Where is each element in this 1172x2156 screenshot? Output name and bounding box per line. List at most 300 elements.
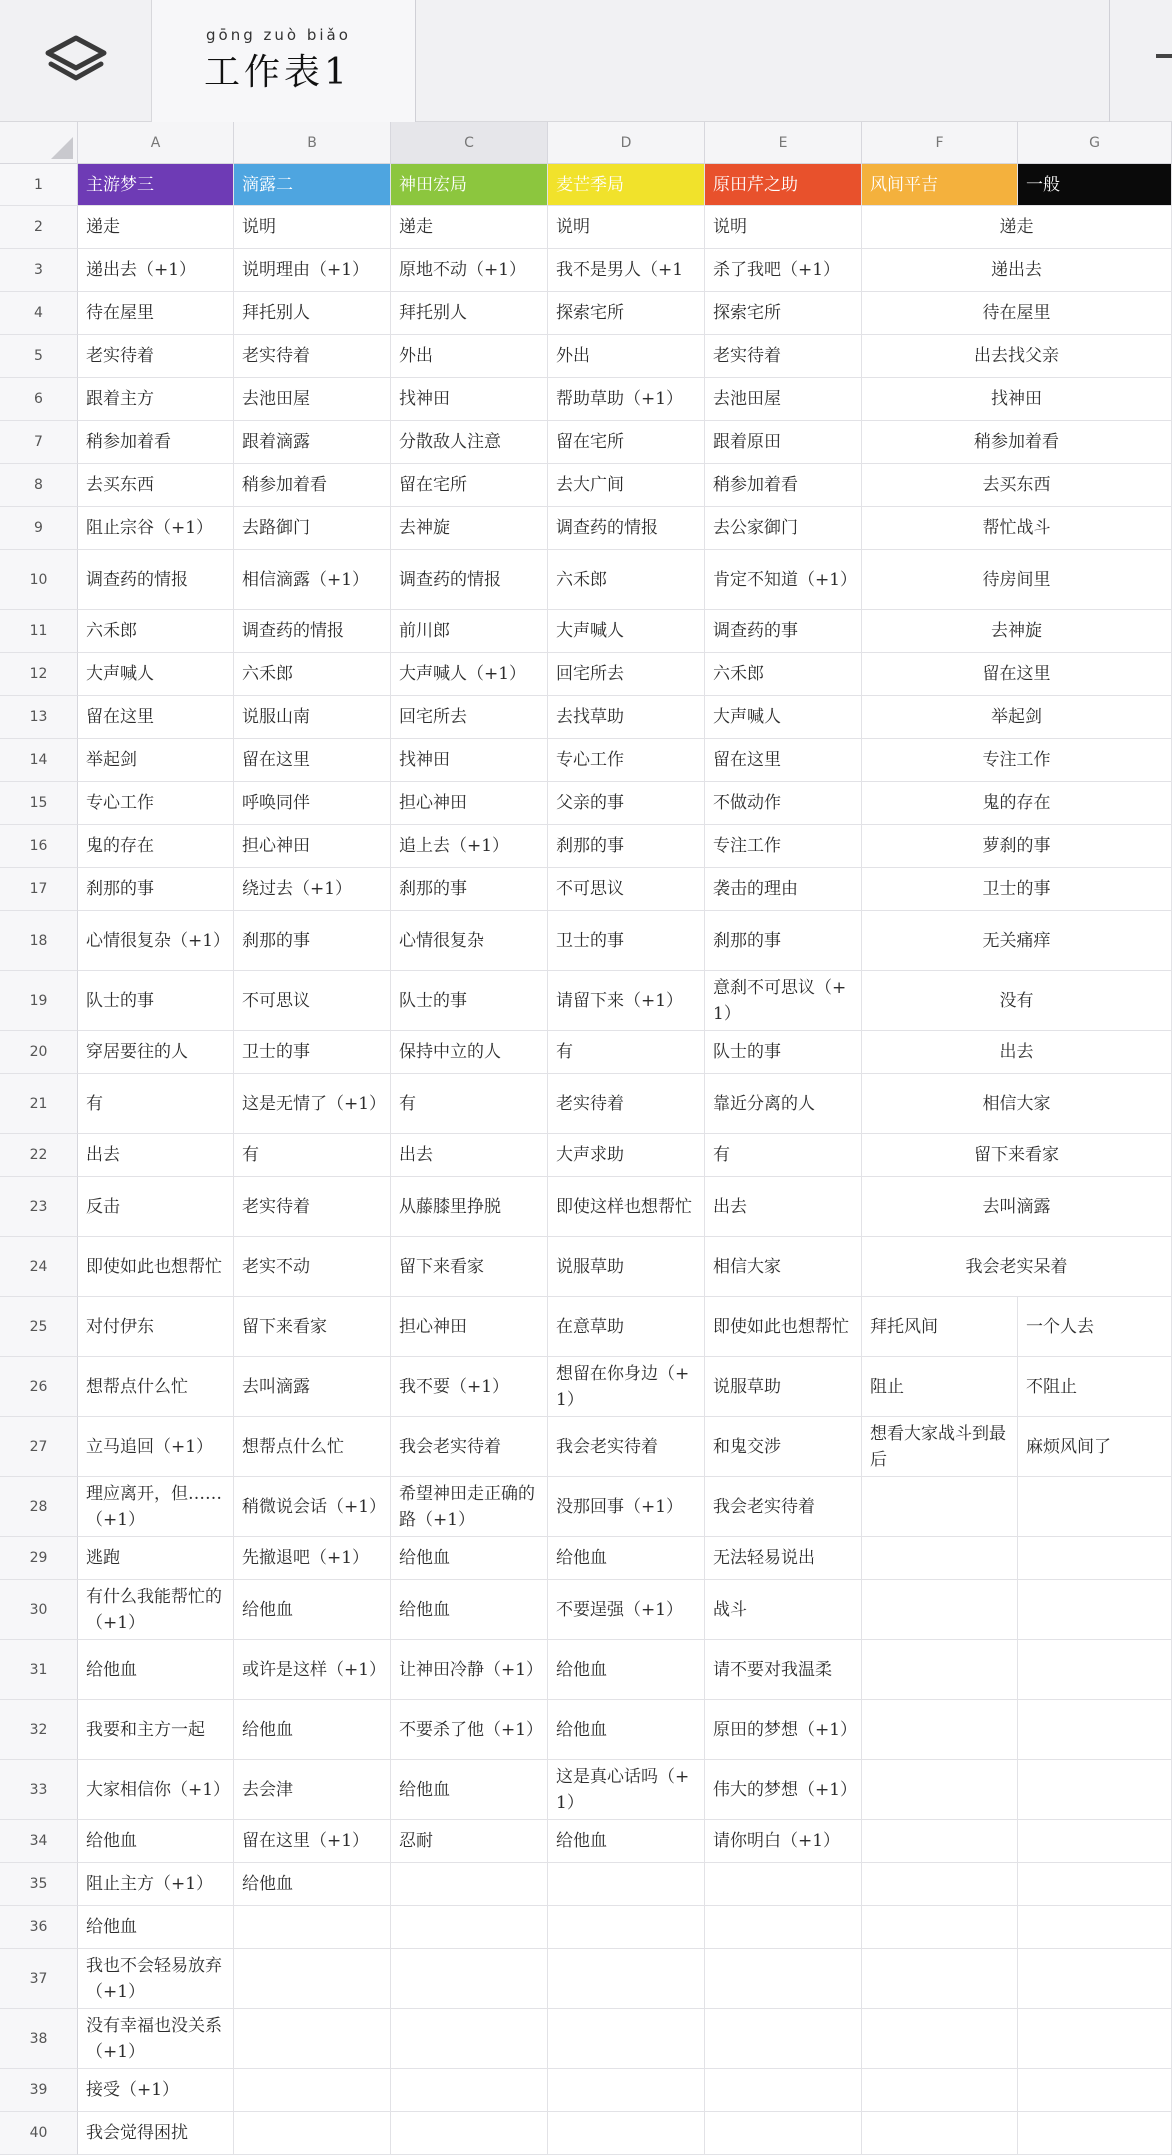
cell-b39[interactable] [234,2069,391,2112]
cell-c31[interactable]: 让神田冷静（+1） [391,1640,548,1700]
cell-d21[interactable]: 老实待着 [548,1074,705,1134]
cell-c40[interactable] [391,2112,548,2155]
cell-d15[interactable]: 父亲的事 [548,782,705,825]
row-header-5[interactable]: 5 [0,335,78,378]
cell-d23[interactable]: 即使这样也想帮忙 [548,1177,705,1237]
cell-a28[interactable]: 理应离开，但……（+1） [78,1477,234,1537]
cell-g37[interactable] [1018,1949,1172,2009]
column-header-d[interactable]: D [548,122,705,164]
cell-d28[interactable]: 没那回事（+1） [548,1477,705,1537]
row-header-37[interactable]: 37 [0,1949,78,2009]
cell-b12[interactable]: 六禾郎 [234,653,391,696]
cell-e29[interactable]: 无法轻易说出 [705,1537,862,1580]
cell-d31[interactable]: 给他血 [548,1640,705,1700]
column-header-f[interactable]: F [862,122,1018,164]
cell-g38[interactable] [1018,2009,1172,2069]
row-header-3[interactable]: 3 [0,249,78,292]
cell-fg-merged-3[interactable]: 递出去 [862,249,1172,292]
header-cell-c[interactable]: 神田宏局 [391,164,548,206]
cell-a21[interactable]: 有 [78,1074,234,1134]
cell-b17[interactable]: 绕过去（+1） [234,868,391,911]
cell-b14[interactable]: 留在这里 [234,739,391,782]
cell-d26[interactable]: 想留在你身边（+1） [548,1357,705,1417]
cell-d12[interactable]: 回宅所去 [548,653,705,696]
header-cell-d[interactable]: 麦芒季局 [548,164,705,206]
cell-d10[interactable]: 六禾郎 [548,550,705,610]
cell-b27[interactable]: 想帮点什么忙 [234,1417,391,1477]
cell-b13[interactable]: 说服山南 [234,696,391,739]
cell-e35[interactable] [705,1863,862,1906]
cell-c18[interactable]: 心情很复杂 [391,911,548,971]
row-header-24[interactable]: 24 [0,1237,78,1297]
cell-g30[interactable] [1018,1580,1172,1640]
row-header-1[interactable]: 1 [0,164,78,206]
cell-f26[interactable]: 阻止 [862,1357,1018,1417]
cell-fg-merged-12[interactable]: 留在这里 [862,653,1172,696]
cell-e5[interactable]: 老实待着 [705,335,862,378]
cell-b35[interactable]: 给他血 [234,1863,391,1906]
row-header-7[interactable]: 7 [0,421,78,464]
cell-d32[interactable]: 给他血 [548,1700,705,1760]
cell-c33[interactable]: 给他血 [391,1760,548,1820]
header-cell-a[interactable]: 主游梦三 [78,164,234,206]
cell-d27[interactable]: 我会老实待着 [548,1417,705,1477]
row-header-2[interactable]: 2 [0,206,78,249]
cell-a2[interactable]: 递走 [78,206,234,249]
cell-c19[interactable]: 队士的事 [391,971,548,1031]
cell-g25[interactable]: 一个人去 [1018,1297,1172,1357]
cell-d17[interactable]: 不可思议 [548,868,705,911]
sheet-tab-active[interactable] [152,0,416,122]
cell-e31[interactable]: 请不要对我温柔 [705,1640,862,1700]
cell-a5[interactable]: 老实待着 [78,335,234,378]
cell-c38[interactable] [391,2009,548,2069]
cell-f34[interactable] [862,1820,1018,1863]
row-header-14[interactable]: 14 [0,739,78,782]
cell-b16[interactable]: 担心神田 [234,825,391,868]
cell-e8[interactable]: 稍参加着看 [705,464,862,507]
cell-g39[interactable] [1018,2069,1172,2112]
cell-a19[interactable]: 队士的事 [78,971,234,1031]
cell-a37[interactable]: 我也不会轻易放弃（+1） [78,1949,234,2009]
row-header-6[interactable]: 6 [0,378,78,421]
cell-fg-merged-18[interactable]: 无关痛痒 [862,911,1172,971]
cell-b37[interactable] [234,1949,391,2009]
cell-d3[interactable]: 我不是男人（+1 [548,249,705,292]
cell-b6[interactable]: 去池田屋 [234,378,391,421]
row-header-12[interactable]: 12 [0,653,78,696]
cell-b26[interactable]: 去叫滴露 [234,1357,391,1417]
cell-fg-merged-10[interactable]: 待房间里 [862,550,1172,610]
row-header-8[interactable]: 8 [0,464,78,507]
cell-a25[interactable]: 对付伊东 [78,1297,234,1357]
cell-g36[interactable] [1018,1906,1172,1949]
cell-e38[interactable] [705,2009,862,2069]
cell-c22[interactable]: 出去 [391,1134,548,1177]
cell-b15[interactable]: 呼唤同伴 [234,782,391,825]
cell-c36[interactable] [391,1906,548,1949]
cell-c6[interactable]: 找神田 [391,378,548,421]
minus-icon[interactable] [1156,54,1172,58]
cell-a14[interactable]: 举起剑 [78,739,234,782]
cell-a15[interactable]: 专心工作 [78,782,234,825]
cell-c21[interactable]: 有 [391,1074,548,1134]
cell-a40[interactable]: 我会觉得困扰 [78,2112,234,2155]
cell-e22[interactable]: 有 [705,1134,862,1177]
cell-d25[interactable]: 在意草助 [548,1297,705,1357]
row-header-40[interactable]: 40 [0,2112,78,2155]
column-header-a[interactable]: A [78,122,234,164]
cell-c8[interactable]: 留在宅所 [391,464,548,507]
cell-g31[interactable] [1018,1640,1172,1700]
cell-c35[interactable] [391,1863,548,1906]
cell-a17[interactable]: 刹那的事 [78,868,234,911]
cell-e33[interactable]: 伟大的梦想（+1） [705,1760,862,1820]
cell-e17[interactable]: 袭击的理由 [705,868,862,911]
cell-c13[interactable]: 回宅所去 [391,696,548,739]
cell-a27[interactable]: 立马追回（+1） [78,1417,234,1477]
row-header-39[interactable]: 39 [0,2069,78,2112]
row-header-15[interactable]: 15 [0,782,78,825]
cell-c17[interactable]: 刹那的事 [391,868,548,911]
cell-f25[interactable]: 拜托风间 [862,1297,1018,1357]
cell-fg-merged-8[interactable]: 去买东西 [862,464,1172,507]
cell-d7[interactable]: 留在宅所 [548,421,705,464]
cell-g26[interactable]: 不阻止 [1018,1357,1172,1417]
cell-c26[interactable]: 我不要（+1） [391,1357,548,1417]
cell-d34[interactable]: 给他血 [548,1820,705,1863]
cell-f36[interactable] [862,1906,1018,1949]
cell-e2[interactable]: 说明 [705,206,862,249]
cell-d18[interactable]: 卫士的事 [548,911,705,971]
cell-a26[interactable]: 想帮点什么忙 [78,1357,234,1417]
cell-d24[interactable]: 说服草助 [548,1237,705,1297]
column-header-e[interactable]: E [705,122,862,164]
cell-a22[interactable]: 出去 [78,1134,234,1177]
cell-e34[interactable]: 请你明白（+1） [705,1820,862,1863]
cell-g33[interactable] [1018,1760,1172,1820]
cell-f33[interactable] [862,1760,1018,1820]
cell-c27[interactable]: 我会老实待着 [391,1417,548,1477]
cell-d38[interactable] [548,2009,705,2069]
row-header-34[interactable]: 34 [0,1820,78,1863]
cell-c30[interactable]: 给他血 [391,1580,548,1640]
row-header-25[interactable]: 25 [0,1297,78,1357]
cell-fg-merged-2[interactable]: 递走 [862,206,1172,249]
row-header-23[interactable]: 23 [0,1177,78,1237]
cell-d16[interactable]: 刹那的事 [548,825,705,868]
cell-a4[interactable]: 待在屋里 [78,292,234,335]
cell-a32[interactable]: 我要和主方一起 [78,1700,234,1760]
cell-d11[interactable]: 大声喊人 [548,610,705,653]
cell-e23[interactable]: 出去 [705,1177,862,1237]
cell-c4[interactable]: 拜托别人 [391,292,548,335]
cell-g35[interactable] [1018,1863,1172,1906]
row-header-26[interactable]: 26 [0,1357,78,1417]
cell-fg-merged-24[interactable]: 我会老实呆着 [862,1237,1172,1297]
cell-e14[interactable]: 留在这里 [705,739,862,782]
cell-d36[interactable] [548,1906,705,1949]
cell-c28[interactable]: 希望神田走正确的路（+1） [391,1477,548,1537]
cell-e3[interactable]: 杀了我吧（+1） [705,249,862,292]
row-header-13[interactable]: 13 [0,696,78,739]
cell-a35[interactable]: 阻止主方（+1） [78,1863,234,1906]
cell-b20[interactable]: 卫士的事 [234,1031,391,1074]
row-header-32[interactable]: 32 [0,1700,78,1760]
cell-e11[interactable]: 调查药的事 [705,610,862,653]
column-header-g[interactable]: G [1018,122,1172,164]
cell-f37[interactable] [862,1949,1018,2009]
cell-fg-merged-21[interactable]: 相信大家 [862,1074,1172,1134]
row-header-36[interactable]: 36 [0,1906,78,1949]
cell-b22[interactable]: 有 [234,1134,391,1177]
row-header-35[interactable]: 35 [0,1863,78,1906]
cell-f32[interactable] [862,1700,1018,1760]
cell-g28[interactable] [1018,1477,1172,1537]
cell-fg-merged-7[interactable]: 稍参加着看 [862,421,1172,464]
cell-b40[interactable] [234,2112,391,2155]
cell-a31[interactable]: 给他血 [78,1640,234,1700]
cell-d39[interactable] [548,2069,705,2112]
cell-a20[interactable]: 穿居要往的人 [78,1031,234,1074]
cell-b24[interactable]: 老实不动 [234,1237,391,1297]
cell-b9[interactable]: 去路御门 [234,507,391,550]
cell-b4[interactable]: 拜托别人 [234,292,391,335]
cell-a18[interactable]: 心情很复杂（+1） [78,911,234,971]
cell-a23[interactable]: 反击 [78,1177,234,1237]
cell-e37[interactable] [705,1949,862,2009]
cell-c5[interactable]: 外出 [391,335,548,378]
cell-a33[interactable]: 大家相信你（+1） [78,1760,234,1820]
row-header-31[interactable]: 31 [0,1640,78,1700]
cell-d14[interactable]: 专心工作 [548,739,705,782]
cell-f29[interactable] [862,1537,1018,1580]
cell-d22[interactable]: 大声求助 [548,1134,705,1177]
row-header-30[interactable]: 30 [0,1580,78,1640]
cell-b2[interactable]: 说明 [234,206,391,249]
cell-e20[interactable]: 队士的事 [705,1031,862,1074]
row-header-19[interactable]: 19 [0,971,78,1031]
cell-a11[interactable]: 六禾郎 [78,610,234,653]
cell-d5[interactable]: 外出 [548,335,705,378]
cell-e28[interactable]: 我会老实待着 [705,1477,862,1537]
row-header-10[interactable]: 10 [0,550,78,610]
cell-b5[interactable]: 老实待着 [234,335,391,378]
cell-c23[interactable]: 从藤膝里挣脱 [391,1177,548,1237]
cell-c39[interactable] [391,2069,548,2112]
cell-f27[interactable]: 想看大家战斗到最后 [862,1417,1018,1477]
cell-g27[interactable]: 麻烦风间了 [1018,1417,1172,1477]
cell-b34[interactable]: 留在这里（+1） [234,1820,391,1863]
cell-c12[interactable]: 大声喊人（+1） [391,653,548,696]
cell-e16[interactable]: 专注工作 [705,825,862,868]
row-header-18[interactable]: 18 [0,911,78,971]
cell-c20[interactable]: 保持中立的人 [391,1031,548,1074]
cell-e9[interactable]: 去公家御门 [705,507,862,550]
cell-e10[interactable]: 肯定不知道（+1） [705,550,862,610]
header-cell-g[interactable]: 一般 [1018,164,1172,206]
cell-b38[interactable] [234,2009,391,2069]
column-header-c[interactable]: C [391,122,548,164]
cell-a8[interactable]: 去买东西 [78,464,234,507]
cell-fg-merged-19[interactable]: 没有 [862,971,1172,1031]
cell-d19[interactable]: 请留下来（+1） [548,971,705,1031]
row-header-33[interactable]: 33 [0,1760,78,1820]
cell-e4[interactable]: 探索宅所 [705,292,862,335]
cell-f40[interactable] [862,2112,1018,2155]
cell-fg-merged-5[interactable]: 出去找父亲 [862,335,1172,378]
cell-fg-merged-23[interactable]: 去叫滴露 [862,1177,1172,1237]
row-header-4[interactable]: 4 [0,292,78,335]
cell-e6[interactable]: 去池田屋 [705,378,862,421]
cell-c9[interactable]: 去神旋 [391,507,548,550]
cell-e40[interactable] [705,2112,862,2155]
cell-d6[interactable]: 帮助草助（+1） [548,378,705,421]
cell-fg-merged-9[interactable]: 帮忙战斗 [862,507,1172,550]
row-header-28[interactable]: 28 [0,1477,78,1537]
header-cell-b[interactable]: 滴露二 [234,164,391,206]
cell-c14[interactable]: 找神田 [391,739,548,782]
cell-b25[interactable]: 留下来看家 [234,1297,391,1357]
row-header-38[interactable]: 38 [0,2009,78,2069]
cell-f35[interactable] [862,1863,1018,1906]
cell-a6[interactable]: 跟着主方 [78,378,234,421]
cell-c34[interactable]: 忍耐 [391,1820,548,1863]
cell-a10[interactable]: 调查药的情报 [78,550,234,610]
cell-c29[interactable]: 给他血 [391,1537,548,1580]
cell-f39[interactable] [862,2069,1018,2112]
cell-c10[interactable]: 调查药的情报 [391,550,548,610]
cell-c24[interactable]: 留下来看家 [391,1237,548,1297]
cell-b23[interactable]: 老实待着 [234,1177,391,1237]
cell-c15[interactable]: 担心神田 [391,782,548,825]
cell-b7[interactable]: 跟着滴露 [234,421,391,464]
cell-b28[interactable]: 稍微说会话（+1） [234,1477,391,1537]
cell-d29[interactable]: 给他血 [548,1537,705,1580]
cell-a36[interactable]: 给他血 [78,1906,234,1949]
cell-b30[interactable]: 给他血 [234,1580,391,1640]
cell-a39[interactable]: 接受（+1） [78,2069,234,2112]
row-header-20[interactable]: 20 [0,1031,78,1074]
cell-e24[interactable]: 相信大家 [705,1237,862,1297]
cell-e15[interactable]: 不做动作 [705,782,862,825]
cell-fg-merged-22[interactable]: 留下来看家 [862,1134,1172,1177]
cell-a16[interactable]: 鬼的存在 [78,825,234,868]
column-header-b[interactable]: B [234,122,391,164]
row-header-27[interactable]: 27 [0,1417,78,1477]
cell-b21[interactable]: 这是无情了（+1） [234,1074,391,1134]
cell-e12[interactable]: 六禾郎 [705,653,862,696]
cell-g34[interactable] [1018,1820,1172,1863]
cell-e27[interactable]: 和鬼交涉 [705,1417,862,1477]
cell-e25[interactable]: 即使如此也想帮忙 [705,1297,862,1357]
cell-c11[interactable]: 前川郎 [391,610,548,653]
cell-e21[interactable]: 靠近分离的人 [705,1074,862,1134]
select-all-corner[interactable] [0,122,78,164]
cell-c37[interactable] [391,1949,548,2009]
cell-a7[interactable]: 稍参加着看 [78,421,234,464]
cell-a34[interactable]: 给他血 [78,1820,234,1863]
cell-fg-merged-16[interactable]: 萝刹的事 [862,825,1172,868]
cell-c16[interactable]: 追上去（+1） [391,825,548,868]
cell-b32[interactable]: 给他血 [234,1700,391,1760]
cell-e32[interactable]: 原田的梦想（+1） [705,1700,862,1760]
row-header-9[interactable]: 9 [0,507,78,550]
cell-d40[interactable] [548,2112,705,2155]
header-cell-f[interactable]: 风间平吉 [862,164,1018,206]
cell-b11[interactable]: 调查药的情报 [234,610,391,653]
cell-a29[interactable]: 逃跑 [78,1537,234,1580]
row-header-22[interactable]: 22 [0,1134,78,1177]
cell-e19[interactable]: 意刹不可思议（+1） [705,971,862,1031]
cell-b3[interactable]: 说明理由（+1） [234,249,391,292]
cell-b31[interactable]: 或许是这样（+1） [234,1640,391,1700]
cell-g32[interactable] [1018,1700,1172,1760]
cell-d30[interactable]: 不要逞强（+1） [548,1580,705,1640]
cell-g29[interactable] [1018,1537,1172,1580]
cell-c2[interactable]: 递走 [391,206,548,249]
cell-e18[interactable]: 刹那的事 [705,911,862,971]
cell-a24[interactable]: 即使如此也想帮忙 [78,1237,234,1297]
cell-d4[interactable]: 探索宅所 [548,292,705,335]
cell-d8[interactable]: 去大广间 [548,464,705,507]
cell-b36[interactable] [234,1906,391,1949]
cell-fg-merged-15[interactable]: 鬼的存在 [862,782,1172,825]
cell-a13[interactable]: 留在这里 [78,696,234,739]
cell-fg-merged-14[interactable]: 专注工作 [862,739,1172,782]
cell-c32[interactable]: 不要杀了他（+1） [391,1700,548,1760]
cell-b29[interactable]: 先撤退吧（+1） [234,1537,391,1580]
cell-d2[interactable]: 说明 [548,206,705,249]
cell-g40[interactable] [1018,2112,1172,2155]
cell-d13[interactable]: 去找草助 [548,696,705,739]
cell-fg-merged-20[interactable]: 出去 [862,1031,1172,1074]
cell-c7[interactable]: 分散敌人注意 [391,421,548,464]
cell-fg-merged-17[interactable]: 卫士的事 [862,868,1172,911]
row-header-17[interactable]: 17 [0,868,78,911]
cell-fg-merged-4[interactable]: 待在屋里 [862,292,1172,335]
cell-f28[interactable] [862,1477,1018,1537]
cell-a30[interactable]: 有什么我能帮忙的（+1） [78,1580,234,1640]
cell-b18[interactable]: 刹那的事 [234,911,391,971]
cell-b19[interactable]: 不可思议 [234,971,391,1031]
cell-e39[interactable] [705,2069,862,2112]
cell-f38[interactable] [862,2009,1018,2069]
cell-e13[interactable]: 大声喊人 [705,696,862,739]
cell-f31[interactable] [862,1640,1018,1700]
cell-d9[interactable]: 调查药的情报 [548,507,705,550]
logo-button[interactable] [0,0,152,122]
cell-b33[interactable]: 去会津 [234,1760,391,1820]
cell-e7[interactable]: 跟着原田 [705,421,862,464]
cell-fg-merged-11[interactable]: 去神旋 [862,610,1172,653]
cell-c25[interactable]: 担心神田 [391,1297,548,1357]
cell-c3[interactable]: 原地不动（+1） [391,249,548,292]
cell-b10[interactable]: 相信滴露（+1） [234,550,391,610]
cell-e30[interactable]: 战斗 [705,1580,862,1640]
cell-a3[interactable]: 递出去（+1） [78,249,234,292]
cell-d37[interactable] [548,1949,705,2009]
row-header-16[interactable]: 16 [0,825,78,868]
row-header-11[interactable]: 11 [0,610,78,653]
header-cell-e[interactable]: 原田芹之助 [705,164,862,206]
row-header-29[interactable]: 29 [0,1537,78,1580]
cell-d33[interactable]: 这是真心话吗（+1） [548,1760,705,1820]
cell-fg-merged-6[interactable]: 找神田 [862,378,1172,421]
row-header-21[interactable]: 21 [0,1074,78,1134]
cell-b8[interactable]: 稍参加着看 [234,464,391,507]
cell-a9[interactable]: 阻止宗谷（+1） [78,507,234,550]
